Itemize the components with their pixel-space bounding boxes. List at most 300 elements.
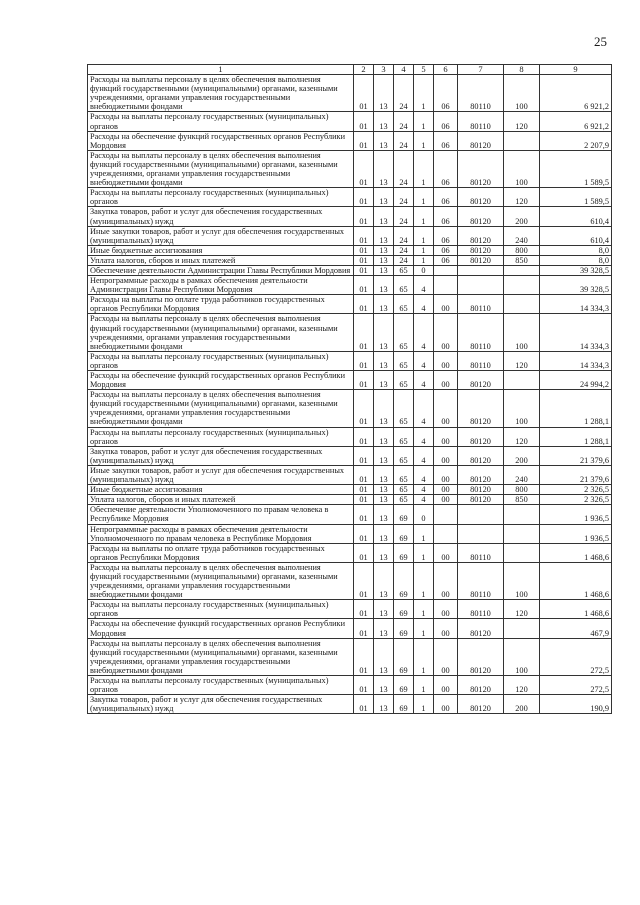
table-row [88,562,612,599]
direction-code [458,265,504,275]
subsection-code: 13 [374,245,394,255]
expense-type-code: 120 [504,427,540,446]
table-row [88,446,612,465]
amount: 1 288,1 [540,427,612,446]
main-event-code: 06 [434,245,458,255]
amount: 467,9 [540,619,612,638]
row-description: Расходы на выплаты персоналу в целях обеспечения выполнения функций государственными (муниципальными) органами, казенными учреждениями, органами управления государственными внебюджетными фондами [88,562,354,599]
section-code: 01 [354,446,374,465]
section-code: 01 [354,390,374,427]
amount: 8,0 [540,245,612,255]
direction-code: 80120 [458,207,504,226]
program-code: 69 [394,619,414,638]
expense-type-code: 120 [504,112,540,131]
subprogram-code: 4 [414,427,434,446]
row-description: Непрограммные расходы в рамках обеспечения деятельности Администрации Главы Республики Мордовия [88,276,354,295]
subsection-code: 13 [374,543,394,562]
subsection-code: 13 [374,112,394,131]
section-code: 01 [354,543,374,562]
program-code: 24 [394,255,414,265]
subprogram-code: 1 [414,188,434,207]
section-code: 01 [354,131,374,150]
program-code: 24 [394,112,414,131]
main-event-code: 00 [434,619,458,638]
subsection-code: 13 [374,295,394,314]
expense-type-code: 200 [504,446,540,465]
main-event-code: 00 [434,295,458,314]
row-description: Иные закупки товаров, работ и услуг для обеспечения государственных (муниципальных) нужд [88,465,354,484]
program-code: 69 [394,600,414,619]
main-event-code: 00 [434,638,458,675]
subsection-code: 13 [374,265,394,275]
row-description: Расходы на выплаты персоналу в целях обеспечения выполнения функций государственными (муниципальными) органами, казенными учреждениями, органами управления государственными внебюджетными фондами [88,75,354,112]
amount: 2 326,5 [540,485,612,495]
row-description: Расходы на выплаты персоналу в целях обеспечения выполнения функций государственными (муниципальными) органами, казенными учреждениями, органами управления государственными внебюджетными фондами [88,390,354,427]
subsection-code: 13 [374,676,394,695]
row-description: Расходы на обеспечение функций государственных органов Республики Мордовия [88,131,354,150]
main-event-code: 00 [434,371,458,390]
direction-code: 80120 [458,390,504,427]
row-description: Закупка товаров, работ и услуг для обеспечения государственных (муниципальных) нужд [88,446,354,465]
main-event-code: 00 [434,600,458,619]
section-code: 01 [354,207,374,226]
table-row [88,188,612,207]
expense-type-code [504,265,540,275]
section-code: 01 [354,619,374,638]
subsection-code: 13 [374,638,394,675]
program-code: 69 [394,524,414,543]
direction-code: 80120 [458,226,504,245]
page-number: 25 [594,34,607,49]
table-row [88,351,612,370]
main-event-code: 06 [434,112,458,131]
subprogram-code: 0 [414,505,434,524]
amount: 8,0 [540,255,612,265]
section-code: 01 [354,485,374,495]
section-code: 01 [354,505,374,524]
subprogram-code: 1 [414,676,434,695]
program-code: 65 [394,351,414,370]
row-description: Расходы на выплаты персоналу государственных (муниципальных) органов [88,427,354,446]
expense-type-code: 240 [504,226,540,245]
direction-code: 80110 [458,314,504,351]
row-description: Закупка товаров, работ и услуг для обеспечения государственных (муниципальных) нужд [88,207,354,226]
subprogram-code: 4 [414,351,434,370]
amount: 610,4 [540,207,612,226]
program-code: 24 [394,75,414,112]
program-code: 24 [394,150,414,187]
main-event-code: 06 [434,226,458,245]
expense-type-code: 120 [504,676,540,695]
amount: 39 328,5 [540,276,612,295]
table-row [88,465,612,484]
amount: 1 936,5 [540,505,612,524]
program-code: 69 [394,676,414,695]
direction-code: 80120 [458,371,504,390]
main-event-code: 00 [434,695,458,714]
table-row [88,245,612,255]
amount: 21 379,6 [540,465,612,484]
row-description: Уплата налогов, сборов и иных платежей [88,495,354,505]
subprogram-code: 4 [414,465,434,484]
section-code: 01 [354,676,374,695]
table-row [88,427,612,446]
column-header: 9 [540,65,612,75]
subprogram-code: 1 [414,245,434,255]
table-row [88,638,612,675]
subprogram-code: 1 [414,600,434,619]
direction-code: 80110 [458,562,504,599]
subprogram-code: 1 [414,112,434,131]
subsection-code: 13 [374,524,394,543]
main-event-code: 00 [434,485,458,495]
program-code: 65 [394,314,414,351]
expense-type-code: 120 [504,600,540,619]
subprogram-code: 1 [414,75,434,112]
amount: 272,5 [540,676,612,695]
section-code: 01 [354,226,374,245]
direction-code: 80120 [458,695,504,714]
subsection-code: 13 [374,226,394,245]
program-code: 65 [394,485,414,495]
row-description: Расходы на обеспечение функций государственных органов Республики Мордовия [88,619,354,638]
expense-type-code [504,295,540,314]
expense-type-code [504,543,540,562]
program-code: 24 [394,245,414,255]
program-code: 65 [394,465,414,484]
table-row [88,495,612,505]
amount: 2 326,5 [540,495,612,505]
row-description: Обеспечение деятельности Уполномоченного по правам человека в Республике Мордовия [88,505,354,524]
budget-table [87,64,612,714]
subsection-code: 13 [374,131,394,150]
direction-code: 80120 [458,495,504,505]
expense-type-code: 100 [504,150,540,187]
subprogram-code: 1 [414,524,434,543]
program-code: 65 [394,276,414,295]
row-description: Расходы на выплаты персоналу государственных (муниципальных) органов [88,188,354,207]
amount: 6 921,2 [540,112,612,131]
section-code: 01 [354,638,374,675]
amount: 1 589,5 [540,188,612,207]
expense-type-code: 240 [504,465,540,484]
section-code: 01 [354,245,374,255]
subprogram-code: 1 [414,695,434,714]
section-code: 01 [354,314,374,351]
main-event-code: 00 [434,543,458,562]
subsection-code: 13 [374,390,394,427]
amount: 24 994,2 [540,371,612,390]
expense-type-code [504,131,540,150]
program-code: 69 [394,695,414,714]
subsection-code: 13 [374,351,394,370]
row-description: Расходы на выплаты персоналу государственных (муниципальных) органов [88,351,354,370]
main-event-code: 06 [434,255,458,265]
table-row [88,131,612,150]
column-header: 6 [434,65,458,75]
subprogram-code: 4 [414,485,434,495]
main-event-code: 00 [434,427,458,446]
amount: 610,4 [540,226,612,245]
amount: 1 288,1 [540,390,612,427]
amount: 2 207,9 [540,131,612,150]
expense-type-code [504,505,540,524]
amount: 1 468,6 [540,562,612,599]
subsection-code: 13 [374,600,394,619]
subprogram-code: 4 [414,276,434,295]
program-code: 65 [394,427,414,446]
direction-code: 80120 [458,245,504,255]
section-code: 01 [354,465,374,484]
table-row [88,524,612,543]
subsection-code: 13 [374,495,394,505]
main-event-code: 00 [434,390,458,427]
direction-code: 80120 [458,446,504,465]
program-code: 65 [394,295,414,314]
table-row [88,505,612,524]
program-code: 69 [394,638,414,675]
table-row [88,371,612,390]
direction-code [458,276,504,295]
section-code: 01 [354,427,374,446]
subprogram-code: 1 [414,562,434,599]
column-header: 8 [504,65,540,75]
table-row [88,207,612,226]
table-row [88,676,612,695]
main-event-code: 06 [434,131,458,150]
main-event-code: 06 [434,75,458,112]
subsection-code: 13 [374,465,394,484]
expense-type-code: 800 [504,245,540,255]
expense-type-code [504,371,540,390]
direction-code: 80110 [458,112,504,131]
amount: 6 921,2 [540,75,612,112]
column-header: 3 [374,65,394,75]
direction-code: 80120 [458,638,504,675]
program-code: 69 [394,505,414,524]
table-row [88,295,612,314]
subsection-code: 13 [374,619,394,638]
program-code: 24 [394,131,414,150]
program-code: 65 [394,265,414,275]
direction-code: 80120 [458,188,504,207]
section-code: 01 [354,600,374,619]
direction-code [458,505,504,524]
section-code: 01 [354,524,374,543]
amount: 14 334,3 [540,351,612,370]
direction-code: 80110 [458,295,504,314]
section-code: 01 [354,255,374,265]
subprogram-code: 4 [414,371,434,390]
subprogram-code: 1 [414,255,434,265]
program-code: 65 [394,495,414,505]
program-code: 24 [394,207,414,226]
column-header: 4 [394,65,414,75]
section-code: 01 [354,75,374,112]
subprogram-code: 1 [414,150,434,187]
direction-code: 80120 [458,131,504,150]
main-event-code: 00 [434,446,458,465]
subsection-code: 13 [374,207,394,226]
expense-type-code: 120 [504,188,540,207]
main-event-code: 00 [434,676,458,695]
section-code: 01 [354,295,374,314]
amount: 21 379,6 [540,446,612,465]
main-event-code: 06 [434,188,458,207]
expense-type-code: 800 [504,485,540,495]
amount: 190,9 [540,695,612,714]
subsection-code: 13 [374,695,394,714]
main-event-code: 00 [434,314,458,351]
subprogram-code: 1 [414,131,434,150]
direction-code: 80110 [458,600,504,619]
subprogram-code: 4 [414,295,434,314]
table-row [88,543,612,562]
direction-code: 80120 [458,427,504,446]
amount: 1 468,6 [540,600,612,619]
amount: 1 468,6 [540,543,612,562]
row-description: Иные закупки товаров, работ и услуг для обеспечения государственных (муниципальных) нужд [88,226,354,245]
expense-type-code: 100 [504,562,540,599]
subprogram-code: 4 [414,446,434,465]
expense-type-code: 850 [504,495,540,505]
main-event-code [434,265,458,275]
program-code: 65 [394,390,414,427]
row-description: Обеспечение деятельности Администрации Главы Республики Мордовия [88,265,354,275]
table-row [88,226,612,245]
section-code: 01 [354,150,374,187]
row-description: Расходы на выплаты по оплате труда работников государственных органов Республики Мордовия [88,295,354,314]
direction-code [458,524,504,543]
section-code: 01 [354,562,374,599]
expense-type-code: 100 [504,390,540,427]
row-description: Расходы на выплаты персоналу государственных (муниципальных) органов [88,600,354,619]
subprogram-code: 1 [414,207,434,226]
expense-type-code: 100 [504,638,540,675]
subsection-code: 13 [374,276,394,295]
expense-type-code: 200 [504,695,540,714]
main-event-code [434,276,458,295]
subprogram-code: 4 [414,495,434,505]
column-header: 7 [458,65,504,75]
table-body [88,75,612,714]
section-code: 01 [354,265,374,275]
table-row [88,112,612,131]
expense-type-code [504,524,540,543]
subprogram-code: 1 [414,543,434,562]
row-description: Расходы на выплаты персоналу в целях обеспечения выполнения функций государственными (муниципальными) органами, казенными учреждениями, органами управления государственными внебюджетными фондами [88,314,354,351]
amount: 14 334,3 [540,295,612,314]
table-header-row [88,65,612,75]
row-description: Иные бюджетные ассигнования [88,245,354,255]
main-event-code: 00 [434,465,458,484]
row-description: Закупка товаров, работ и услуг для обеспечения государственных (муниципальных) нужд [88,695,354,714]
table-row [88,265,612,275]
section-code: 01 [354,188,374,207]
table-row [88,600,612,619]
program-code: 69 [394,562,414,599]
amount: 39 328,5 [540,265,612,275]
direction-code: 80120 [458,485,504,495]
table-row [88,75,612,112]
column-header: 2 [354,65,374,75]
subsection-code: 13 [374,188,394,207]
amount: 272,5 [540,638,612,675]
direction-code: 80120 [458,150,504,187]
main-event-code [434,524,458,543]
column-header: 1 [88,65,354,75]
expense-type-code [504,276,540,295]
program-code: 69 [394,543,414,562]
amount: 1 589,5 [540,150,612,187]
section-code: 01 [354,276,374,295]
subprogram-code: 4 [414,390,434,427]
row-description: Расходы на выплаты персоналу государственных (муниципальных) органов [88,112,354,131]
table-row [88,276,612,295]
direction-code: 80110 [458,543,504,562]
subsection-code: 13 [374,505,394,524]
direction-code: 80120 [458,465,504,484]
row-description: Расходы на выплаты персоналу в целях обеспечения выполнения функций государственными (муниципальными) органами, казенными учреждениями, органами управления государственными внебюджетными фондами [88,638,354,675]
subprogram-code: 1 [414,226,434,245]
subsection-code: 13 [374,255,394,265]
section-code: 01 [354,351,374,370]
program-code: 65 [394,446,414,465]
subprogram-code: 1 [414,638,434,675]
table-row [88,390,612,427]
row-description: Уплата налогов, сборов и иных платежей [88,255,354,265]
row-description: Непрограммные расходы в рамках обеспечения деятельности Уполномоченного по правам человека в Республике Мордовия [88,524,354,543]
expense-type-code [504,619,540,638]
section-code: 01 [354,371,374,390]
expense-type-code: 200 [504,207,540,226]
direction-code: 80120 [458,619,504,638]
main-event-code [434,505,458,524]
direction-code: 80120 [458,255,504,265]
subsection-code: 13 [374,314,394,351]
table-row [88,619,612,638]
amount: 1 936,5 [540,524,612,543]
amount: 14 334,3 [540,314,612,351]
subsection-code: 13 [374,562,394,599]
row-description: Расходы на выплаты по оплате труда работников государственных органов Республики Мордовия [88,543,354,562]
subsection-code: 13 [374,427,394,446]
expense-type-code: 850 [504,255,540,265]
program-code: 24 [394,226,414,245]
main-event-code: 00 [434,562,458,599]
expense-type-code: 120 [504,351,540,370]
main-event-code: 06 [434,207,458,226]
main-event-code: 06 [434,150,458,187]
table-row [88,150,612,187]
main-event-code: 00 [434,351,458,370]
table-row [88,485,612,495]
row-description: Расходы на выплаты персоналу государственных (муниципальных) органов [88,676,354,695]
subsection-code: 13 [374,446,394,465]
table-row [88,255,612,265]
section-code: 01 [354,495,374,505]
main-event-code: 00 [434,495,458,505]
program-code: 65 [394,371,414,390]
direction-code: 80110 [458,351,504,370]
subprogram-code: 0 [414,265,434,275]
subsection-code: 13 [374,485,394,495]
column-header: 5 [414,65,434,75]
program-code: 24 [394,188,414,207]
section-code: 01 [354,695,374,714]
direction-code: 80110 [458,75,504,112]
subsection-code: 13 [374,371,394,390]
